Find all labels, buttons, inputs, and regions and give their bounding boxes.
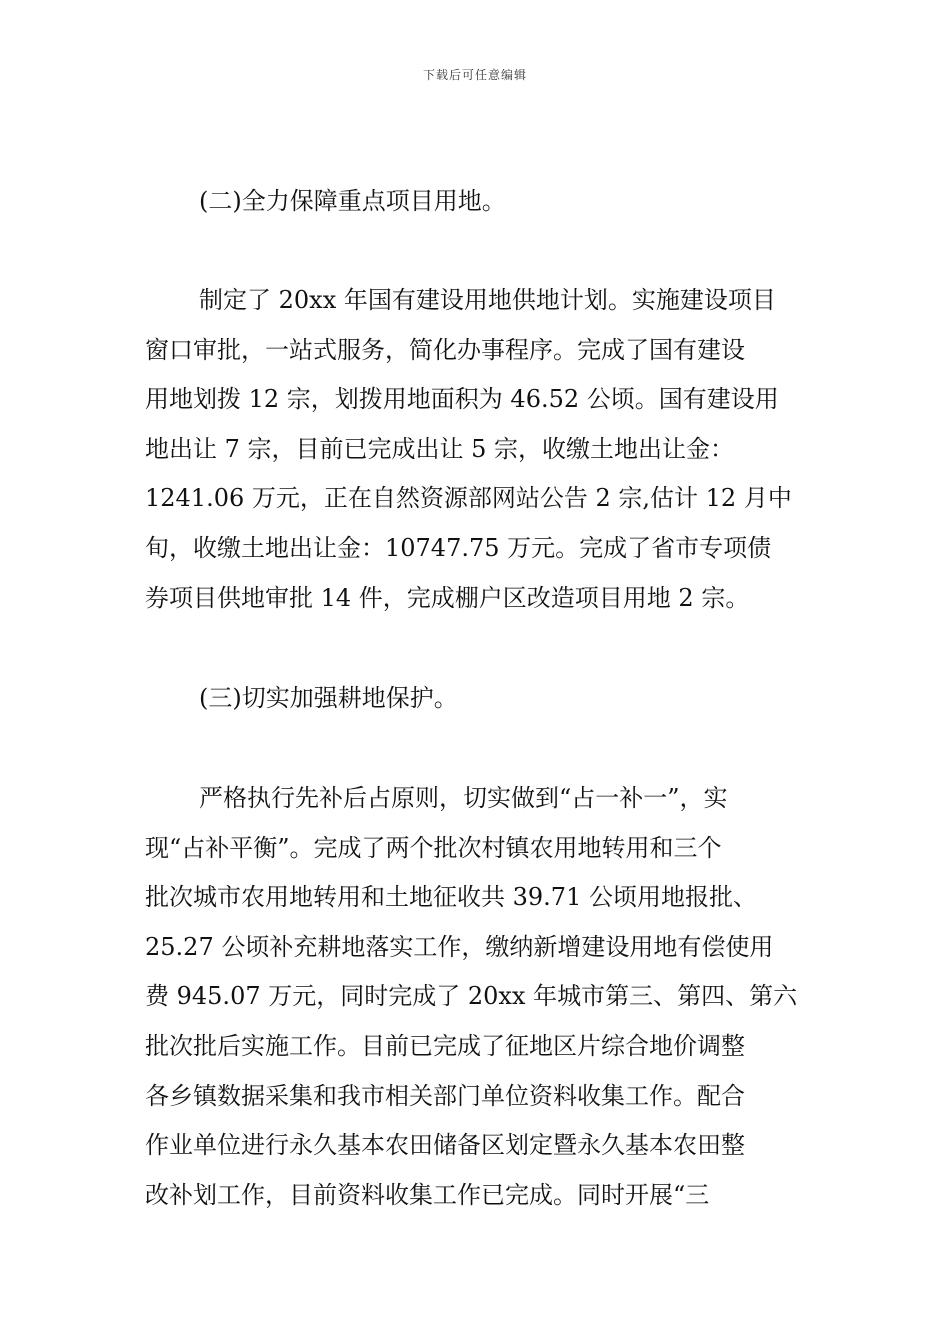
paragraph-line: 批次城市农用地转用和土地征收共 39.71 公顷用地报批、 bbox=[145, 883, 757, 912]
paragraph-line: 用地划拨 12 宗，划拨用地面积为 46.52 公顷。国有建设用 bbox=[145, 385, 779, 414]
paragraph-line: 制定了 20xx 年国有建设用地供地计划。实施建设项目 bbox=[199, 286, 776, 314]
paragraph-farmland-protection bbox=[145, 780, 815, 1226]
paragraph-line: 券项目供地审批 14 件，完成棚户区改造项目用地 2 宗。 bbox=[145, 583, 750, 612]
paragraph-line: 旬，收缴土地出让金：10747.75 万元。完成了省市专项债 bbox=[145, 533, 772, 562]
paragraph-land-supply bbox=[145, 282, 815, 629]
page-header-note: 下载后可任意编辑 bbox=[422, 68, 527, 82]
paragraph-line: 现“占补平衡”。完成了两个批次村镇农用地转用和三个 bbox=[145, 833, 722, 862]
paragraph-line: 25.27 公顷补充耕地落实工作，缴纳新增建设用地有偿使用 bbox=[145, 932, 774, 961]
paragraph-line: 各乡镇数据采集和我市相关部门单位资料收集工作。配合 bbox=[145, 1081, 745, 1110]
paragraph-line: 改补划工作，目前资料收集工作已完成。同时开展“三 bbox=[145, 1180, 710, 1209]
section-heading-3: (三)切实加强耕地保护。 bbox=[199, 684, 458, 712]
section-heading-2: (二)全力保障重点项目用地。 bbox=[199, 187, 506, 215]
paragraph-line: 费 945.07 万元，同时完成了 20xx 年城市第三、第四、第六 bbox=[145, 982, 798, 1011]
paragraph-line: 作业单位进行永久基本农田储备区划定暨永久基本农田整 bbox=[145, 1131, 745, 1160]
paragraph-line: 窗口审批，一站式服务，简化办事程序。完成了国有建设 bbox=[145, 335, 745, 364]
paragraph-line: 1241.06 万元，正在自然资源部网站公告 2 宗,估计 12 月中 bbox=[145, 484, 792, 513]
paragraph-line: 批次批后实施工作。目前已完成了征地区片综合地价调整 bbox=[145, 1031, 745, 1060]
paragraph-line: 地出让 7 宗，目前已完成出让 5 宗，收缴土地出让金： bbox=[145, 434, 735, 463]
paragraph-line: 严格执行先补后占原则，切实做到“占一补一”，实 bbox=[199, 784, 728, 812]
